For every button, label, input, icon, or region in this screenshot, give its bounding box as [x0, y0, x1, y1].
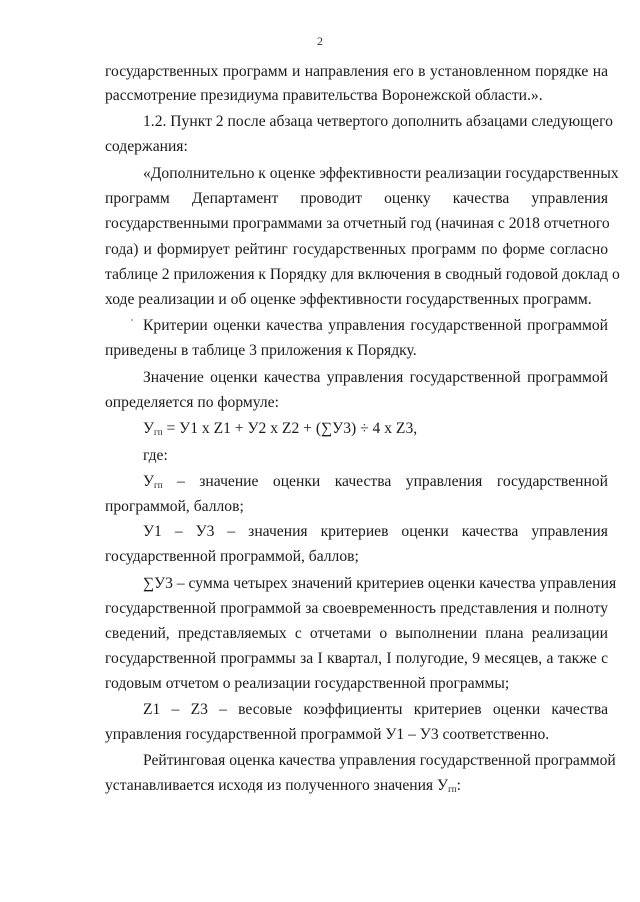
paragraph-line: Значение оценки качества управления государственной программой [143, 369, 608, 386]
formula-symbol: У [143, 420, 155, 437]
justified-line [105, 189, 608, 209]
paragraph-line: 1.2. Пункт 2 после абзаца четвертого дополнить абзацами следующего [143, 113, 613, 130]
word: оценки [401, 523, 449, 540]
definition-line [143, 700, 608, 720]
paragraph-line: ∑У3 – сумма четырех значений критериев оценки качества управления [143, 575, 617, 592]
definition-line [143, 472, 608, 492]
paragraph-line: приведены в таблице 3 приложения к Порядку. [105, 342, 417, 359]
word: программ [105, 190, 170, 207]
paragraph-line: государственной программы за I квартал, I полугодие, 9 месяцев, а также с [105, 650, 608, 667]
word: управления [531, 190, 608, 207]
word: Z1 [143, 701, 161, 718]
symbol-subscript: гп [448, 784, 457, 794]
paragraph-line: «Дополнительно к оценке эффективности реализации государственных [143, 165, 619, 182]
symbol-subscript: гп [154, 480, 163, 490]
formula-subscript: гп [154, 427, 163, 437]
paragraph-line: Рейтинговая оценка качества управления государственной программой [143, 752, 616, 769]
word: У1 [143, 523, 162, 540]
word: весовые [238, 701, 293, 718]
word: о [379, 625, 388, 642]
word: Департамент [191, 190, 279, 207]
symbol-letter: У [143, 473, 155, 490]
word: государственной [496, 473, 608, 490]
paragraph-line: ходе реализации и об оценке эффективности государственных программ. [105, 291, 592, 308]
word: значения [248, 523, 308, 540]
word: оценки [272, 473, 321, 490]
word: с [294, 625, 302, 642]
word: представляемых [177, 625, 287, 642]
word: Z3 [190, 701, 208, 718]
scan-speck [131, 319, 133, 321]
definition-line [143, 522, 608, 542]
formula-expression: = У1 x Z1 + У2 x Z2 + (∑У3) ÷ 4 x Z3, [162, 420, 418, 437]
paragraph-line: содержания: [105, 138, 188, 155]
word: критериев [320, 523, 389, 540]
page-number: 2 [317, 34, 323, 48]
line-text: устанавливается исходя из полученного значения [105, 777, 438, 794]
paragraph-line: Критерии оценки качества управления государственной программой [143, 317, 608, 334]
paragraph-line: годовым отчетом о реализации государственной программы; [105, 675, 510, 692]
paragraph-line: государственной программой за своевременность представления и полноту [105, 600, 608, 617]
word: плана [485, 625, 524, 642]
word: критериев [413, 701, 482, 718]
word: сведений, [105, 625, 170, 642]
paragraph-line: года) и формирует рейтинг государственных программ по форме согласно [105, 241, 608, 258]
paragraph-line [105, 62, 608, 82]
paragraph-line [105, 776, 461, 796]
word: – [174, 523, 183, 540]
paragraph-line: рассмотрение президиума правительства Воронежской области.». [105, 87, 543, 104]
word: значение [199, 473, 259, 490]
word: управления [531, 523, 608, 540]
word: реализации [531, 625, 608, 642]
word: отчетами [309, 625, 372, 642]
symbol-letter: У [437, 777, 449, 794]
word: коэффициенты [303, 701, 403, 718]
word: качества [461, 523, 519, 540]
text-line: государственных программ и направления его в установленном порядке на [105, 63, 608, 80]
paragraph-line: государственными программами за отчетный год (начиная с 2018 отчетного [105, 215, 610, 232]
paragraph-line: определяется по формуле: [105, 394, 279, 411]
paragraph-line: государственной программой, баллов; [105, 548, 359, 565]
word: оценку [384, 190, 431, 207]
word: – [219, 701, 227, 718]
line-end-punct: : [456, 777, 461, 794]
word: оценки [492, 701, 541, 718]
word: выполнении [395, 625, 478, 642]
word: качества [452, 190, 510, 207]
definition-symbol [143, 472, 163, 492]
word: – [171, 701, 180, 718]
word: проводит [300, 190, 363, 207]
where-label: где: [143, 447, 168, 464]
word: качества [551, 701, 608, 718]
word: – [177, 473, 185, 490]
word: У3 [195, 523, 215, 540]
paragraph-line: управления государственной программой У1 – У3 соответственно. [105, 726, 550, 743]
justified-line [105, 624, 608, 644]
word: управления [405, 473, 483, 490]
word: качества [334, 473, 392, 490]
word: – [227, 523, 236, 540]
paragraph-line: программой, баллов; [105, 498, 244, 515]
paragraph-line: таблице 2 приложения к Порядку для включения в сводный годовой доклад о [105, 266, 620, 283]
formula [143, 419, 417, 439]
